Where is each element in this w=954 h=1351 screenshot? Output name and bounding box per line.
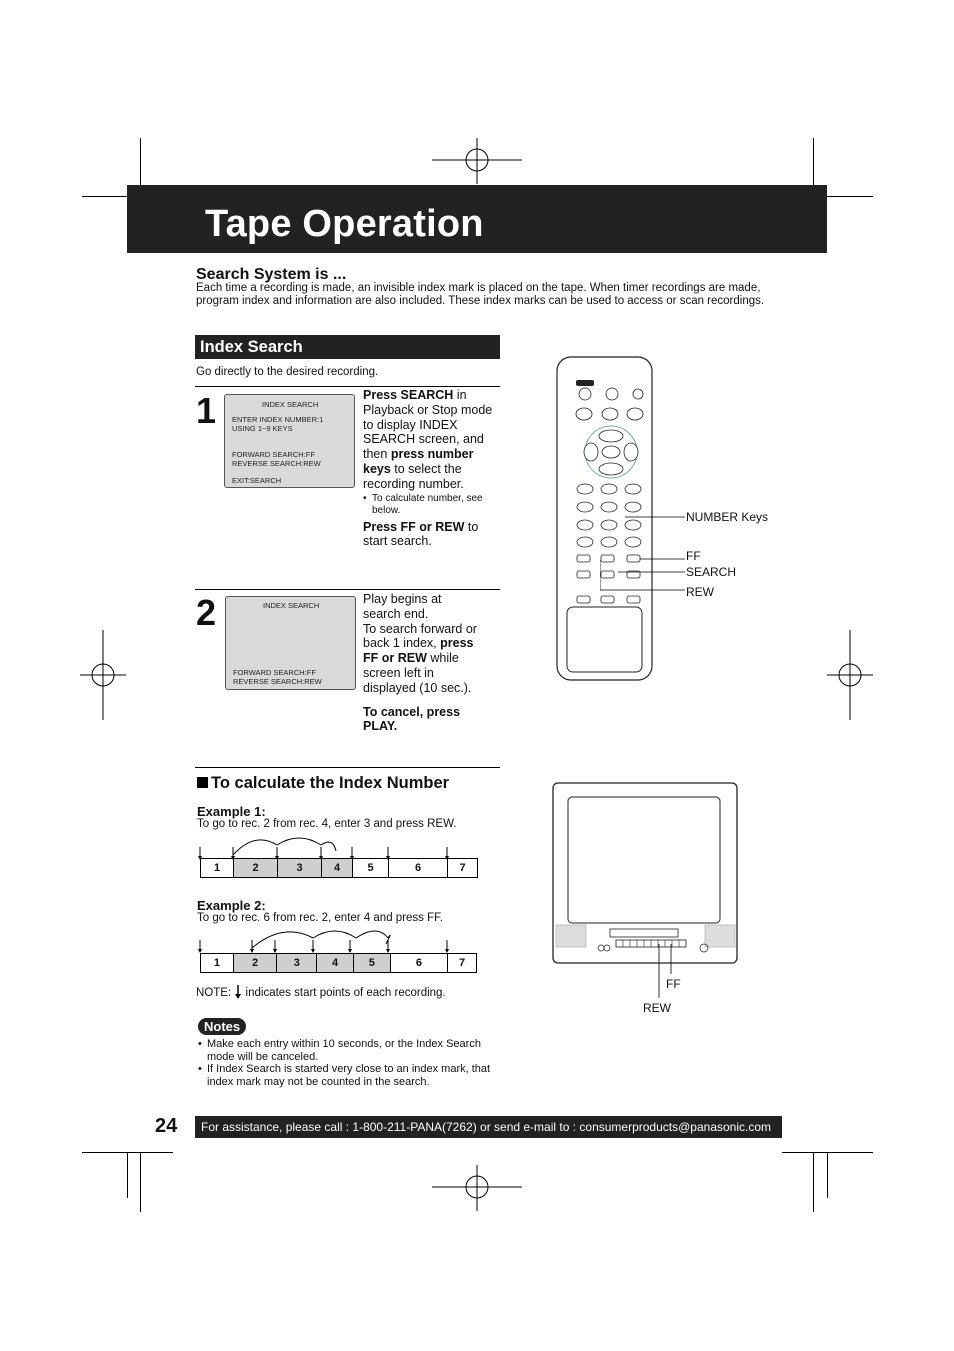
screen-line: INDEX SEARCH <box>263 601 320 610</box>
step-2-text <box>363 592 478 734</box>
index-search-subtitle: Go directly to the desired recording. <box>196 366 379 378</box>
assistance-footer: For assistance, please call : 1-800-211-PANA(7262) or send e-mail to : consumerproducts@panasonic.com <box>195 1116 782 1138</box>
example-1-text: To go to rec. 2 from rec. 4, enter 3 and press REW. <box>197 818 457 830</box>
index-cell: 3 <box>278 859 322 877</box>
divider <box>195 386 500 387</box>
crop-mark <box>140 1152 141 1212</box>
calc-heading-text: To calculate the Index Number <box>211 774 450 792</box>
index-cell: 3 <box>277 954 317 972</box>
remote-number-keys-label: NUMBER Keys <box>686 510 769 524</box>
screen-line: REVERSE SEARCH:REW <box>232 459 321 468</box>
crop-mark <box>827 1152 828 1198</box>
note-item: • If Index Search is started very close to an index mark, that index mark may not be counted in the search. <box>198 1063 503 1088</box>
tv-rew-label: REW <box>643 1001 671 1015</box>
index-cell: 6 <box>391 954 449 972</box>
index-cell: 1 <box>201 954 234 972</box>
registration-mark <box>430 138 524 184</box>
index-cell: 4 <box>317 954 354 972</box>
tv-illustration <box>550 780 742 966</box>
step-1-text <box>363 388 503 549</box>
page-number: 24 <box>155 1115 178 1137</box>
step-1-number: 1 <box>196 390 217 431</box>
index-cell: 2 <box>234 859 278 877</box>
divider <box>195 767 500 768</box>
index-cell: 2 <box>234 954 278 972</box>
index-cell: 7 <box>459 862 466 874</box>
step-1-start <box>363 520 503 550</box>
index-cell: 5 <box>353 859 389 877</box>
note-line <box>196 985 446 999</box>
screen-line: USING 1~9 KEYS <box>232 424 293 433</box>
note-item: • Make each entry within 10 seconds, or the Index Search mode will be canceled. <box>198 1038 503 1063</box>
step-1-screen <box>224 394 355 488</box>
example-2-text: To go to rec. 6 from rec. 2, enter 4 and press FF. <box>197 912 444 924</box>
step-2-bold: press FF or REW <box>363 636 474 666</box>
index-cell: 4 <box>322 859 353 877</box>
bullet-text: To calculate number, see below. <box>372 492 483 516</box>
screen-line: INDEX SEARCH <box>262 400 319 409</box>
step-2-number: 2 <box>196 592 217 633</box>
example-2-diagram <box>195 926 485 954</box>
example-1-index-row <box>200 858 478 878</box>
example-2-heading: Example 2: <box>197 898 266 913</box>
note-text: indicates start points of each recording. <box>245 987 446 999</box>
registration-mark <box>827 628 873 722</box>
step-1-span: to start search. <box>363 519 479 549</box>
registration-mark <box>80 628 126 722</box>
crop-mark <box>813 1152 814 1212</box>
screen-line: REVERSE SEARCH:REW <box>233 677 322 686</box>
square-bullet-icon <box>197 777 208 788</box>
index-search-heading: Index Search <box>195 335 500 359</box>
step-2-span: Play begins at search end. <box>363 592 442 621</box>
notes-label: Notes <box>198 1018 246 1035</box>
remote-callout-lines <box>600 510 690 600</box>
step-1-bold: Press FF or REW <box>363 519 465 534</box>
search-system-text: Each time a recording is made, an invisible index mark is placed on the tape. When timer recordings are made, program index and information are also included. These index marks can be used to access or scan recordings. <box>196 282 765 307</box>
calc-heading <box>197 774 449 793</box>
step-1-bold: press number keys <box>363 447 474 476</box>
index-cell: 1 <box>201 859 234 877</box>
search-system-heading: Search System is ... <box>196 266 347 283</box>
tv-ff-label: FF <box>666 977 681 991</box>
page-title: Tape Operation <box>205 203 484 245</box>
crop-mark <box>127 1152 128 1198</box>
index-cell: 6 <box>389 859 448 877</box>
screen-line: EXIT:SEARCH <box>232 476 282 485</box>
step-1-span: to select the recording number. <box>363 461 464 491</box>
step-2-screen <box>225 596 356 690</box>
index-cell: 7 <box>459 957 466 969</box>
screen-line: FORWARD SEARCH:FF <box>233 668 316 677</box>
down-arrow-icon <box>234 985 242 999</box>
bullet-dot: • <box>363 492 367 504</box>
step-2-span: To search forward or back 1 index, <box>363 621 477 651</box>
step-2-cancel: To cancel, press PLAY. <box>363 704 461 734</box>
divider <box>195 589 500 590</box>
step-1-bullet <box>363 493 503 517</box>
step-1-span: in Playback or Stop mode to display INDEX SEARCH screen, and then <box>363 388 493 462</box>
example-1-diagram <box>195 833 485 861</box>
step-1-bold: Press SEARCH <box>363 388 454 402</box>
note-prefix: NOTE: <box>196 987 232 999</box>
example-2-index-row <box>200 953 477 973</box>
index-cell: 5 <box>354 954 391 972</box>
screen-line: FORWARD SEARCH:FF <box>232 450 315 459</box>
tv-callout-lines <box>650 944 680 1000</box>
screen-line: ENTER INDEX NUMBER:1 <box>232 415 324 424</box>
remote-rew-label: REW <box>686 585 714 599</box>
registration-mark <box>430 1165 524 1211</box>
example-1-heading: Example 1: <box>197 804 266 819</box>
remote-ff-label: FF <box>686 549 701 563</box>
step-2-span: while screen left in displayed (10 sec.). <box>363 651 472 695</box>
remote-search-label: SEARCH <box>686 565 737 579</box>
